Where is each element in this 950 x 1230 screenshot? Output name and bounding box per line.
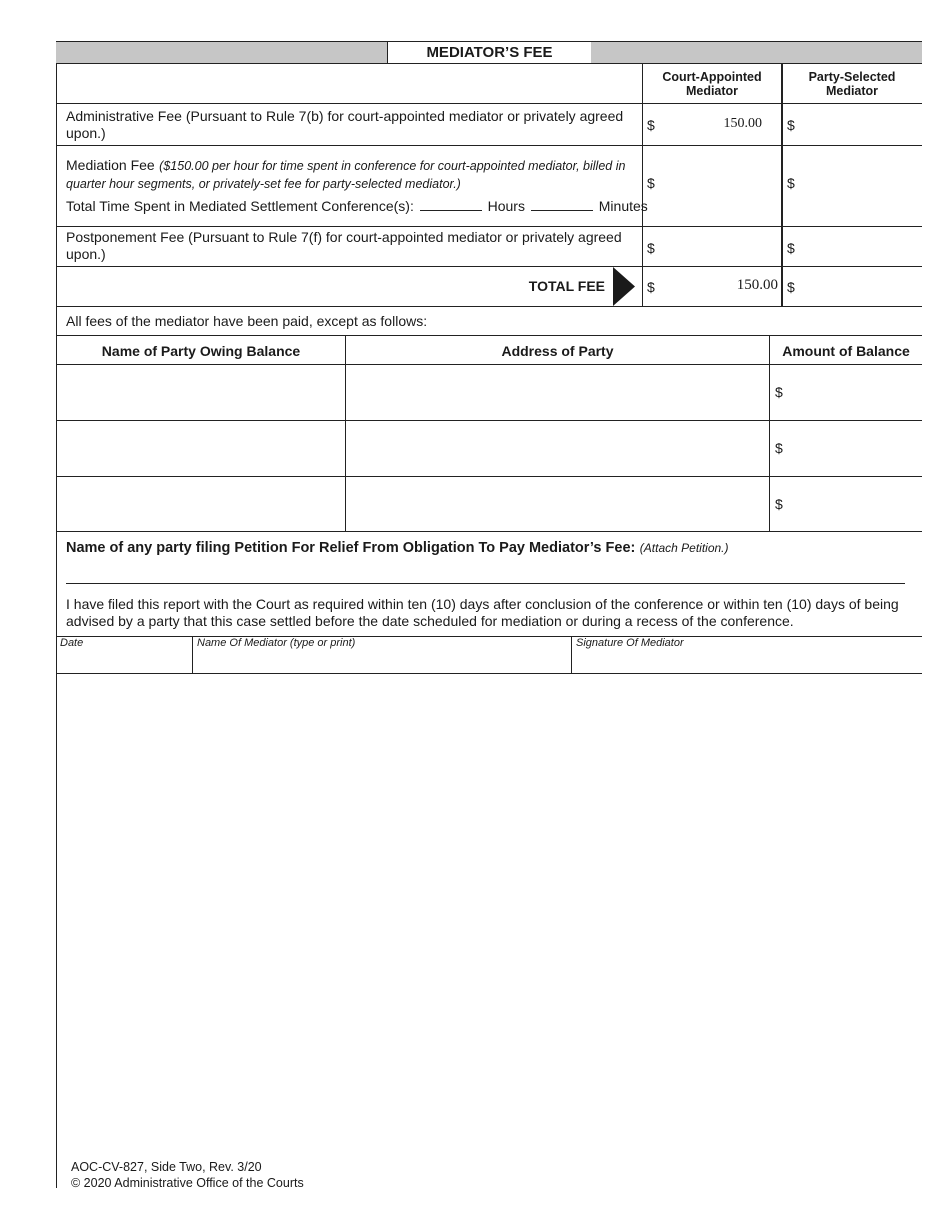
time-spent-line — [66, 197, 648, 215]
petition-party-field[interactable] — [66, 563, 905, 584]
date-field[interactable] — [60, 652, 188, 671]
mediator-name-field[interactable] — [197, 652, 567, 671]
signature-col-divider — [571, 636, 572, 673]
petition-note: (Attach Petition.) — [639, 541, 729, 555]
fee-row-divider — [56, 103, 922, 104]
section-title: MEDIATOR’S FEE — [426, 44, 553, 61]
dollar-sign: $ — [647, 175, 655, 191]
left-margin-rule — [56, 41, 57, 1188]
copyright-notice: © 2020 Administrative Office of the Courts — [71, 1176, 304, 1190]
dollar-sign: $ — [787, 117, 795, 133]
date-label: Date — [60, 637, 84, 649]
balance-col-divider — [769, 336, 770, 531]
dollar-sign: $ — [787, 279, 795, 295]
petition-line — [66, 539, 916, 557]
title-bar-left — [56, 41, 388, 64]
total-fee-court-amount[interactable]: 150.00 — [736, 277, 778, 293]
signature-bottom-rule — [56, 673, 922, 674]
party-address-header: Address of Party — [501, 343, 614, 359]
balance-intro: All fees of the mediator have been paid, except as follows: — [66, 313, 428, 329]
hours-label: Hours — [487, 198, 525, 214]
dollar-sign: $ — [647, 240, 655, 256]
fee-row-divider — [56, 145, 922, 146]
minutes-label: Minutes — [598, 198, 648, 214]
signature-top-rule — [56, 636, 922, 637]
postponement-fee-label: Postponement Fee (Pursuant to Rule 7(f) for court-appointed mediator or privately agreed upon.) — [66, 229, 622, 262]
balance-amount-field[interactable] — [788, 383, 916, 403]
admin-fee-label: Administrative Fee (Pursuant to Rule 7(b) for court-appointed mediator or privately agreed upon.) — [66, 108, 624, 141]
balance-row-divider — [56, 476, 922, 477]
party-address-field[interactable] — [351, 439, 764, 459]
party-address-field[interactable] — [351, 495, 764, 515]
petition-label: Name of any party filing Petition For Relief From Obligation To Pay Mediator’s Fee: — [66, 540, 636, 556]
dollar-sign: $ — [647, 117, 655, 133]
title-bar-right — [591, 41, 922, 64]
party-address-field[interactable] — [351, 383, 764, 403]
fee-col-divider — [781, 64, 783, 306]
dollar-sign: $ — [775, 384, 783, 400]
party-name-field[interactable] — [62, 495, 340, 515]
certification-text: I have filed this report with the Court as required within ten (10) days after conclusion of the conference or within ten (10) days of being advised by a party that this case settled before the date scheduled for mediation or during a recess of the conference. — [66, 596, 899, 629]
signature-col-divider — [192, 636, 193, 673]
dollar-sign: $ — [647, 279, 655, 295]
balance-row-divider — [56, 531, 922, 532]
admin-fee-court-amount[interactable]: 150.00 — [723, 116, 762, 131]
party-name-field[interactable] — [62, 383, 340, 403]
balance-amount-header: Amount of Balance — [782, 343, 910, 359]
mediation-fee-label: Mediation Fee — [66, 157, 155, 173]
party-name-field[interactable] — [62, 439, 340, 459]
mediator-signature-field[interactable] — [576, 652, 916, 671]
party-selected-header: Party-Selected Mediator — [808, 70, 896, 98]
fee-col-divider — [642, 64, 643, 306]
minutes-input[interactable] — [531, 197, 593, 211]
balance-amount-field[interactable] — [788, 495, 916, 515]
balance-row-divider — [56, 420, 922, 421]
fee-row-divider — [56, 306, 922, 307]
fee-row-divider — [56, 226, 922, 227]
dollar-sign: $ — [775, 496, 783, 512]
dollar-sign: $ — [787, 240, 795, 256]
court-appointed-header: Court-Appointed Mediator — [662, 70, 762, 98]
title-box — [387, 41, 592, 64]
arrow-right-icon — [613, 267, 635, 306]
time-spent-label: Total Time Spent in Mediated Settlement Conference(s): — [66, 198, 414, 214]
hours-input[interactable] — [420, 197, 482, 211]
mediation-fee-note: ($150.00 per hour for time spent in conference for court-appointed mediator, billed in quarter hour segments, or privately-set fee for party-selected mediator.) — [66, 159, 626, 191]
mediator-signature-label: Signature Of Mediator — [576, 637, 684, 649]
fee-row-divider — [56, 266, 922, 267]
mediator-name-label: Name Of Mediator (type or print) — [197, 637, 356, 649]
balance-amount-field[interactable] — [788, 439, 916, 459]
dollar-sign: $ — [787, 175, 795, 191]
total-fee-label: TOTAL FEE — [528, 278, 605, 294]
party-name-header: Name of Party Owing Balance — [101, 343, 301, 359]
balance-row-divider — [56, 364, 922, 365]
balance-col-divider — [345, 336, 346, 531]
balance-table-top-rule — [56, 335, 922, 336]
form-id: AOC-CV-827, Side Two, Rev. 3/20 — [71, 1160, 262, 1174]
dollar-sign: $ — [775, 440, 783, 456]
mediation-fee-description — [66, 157, 636, 193]
